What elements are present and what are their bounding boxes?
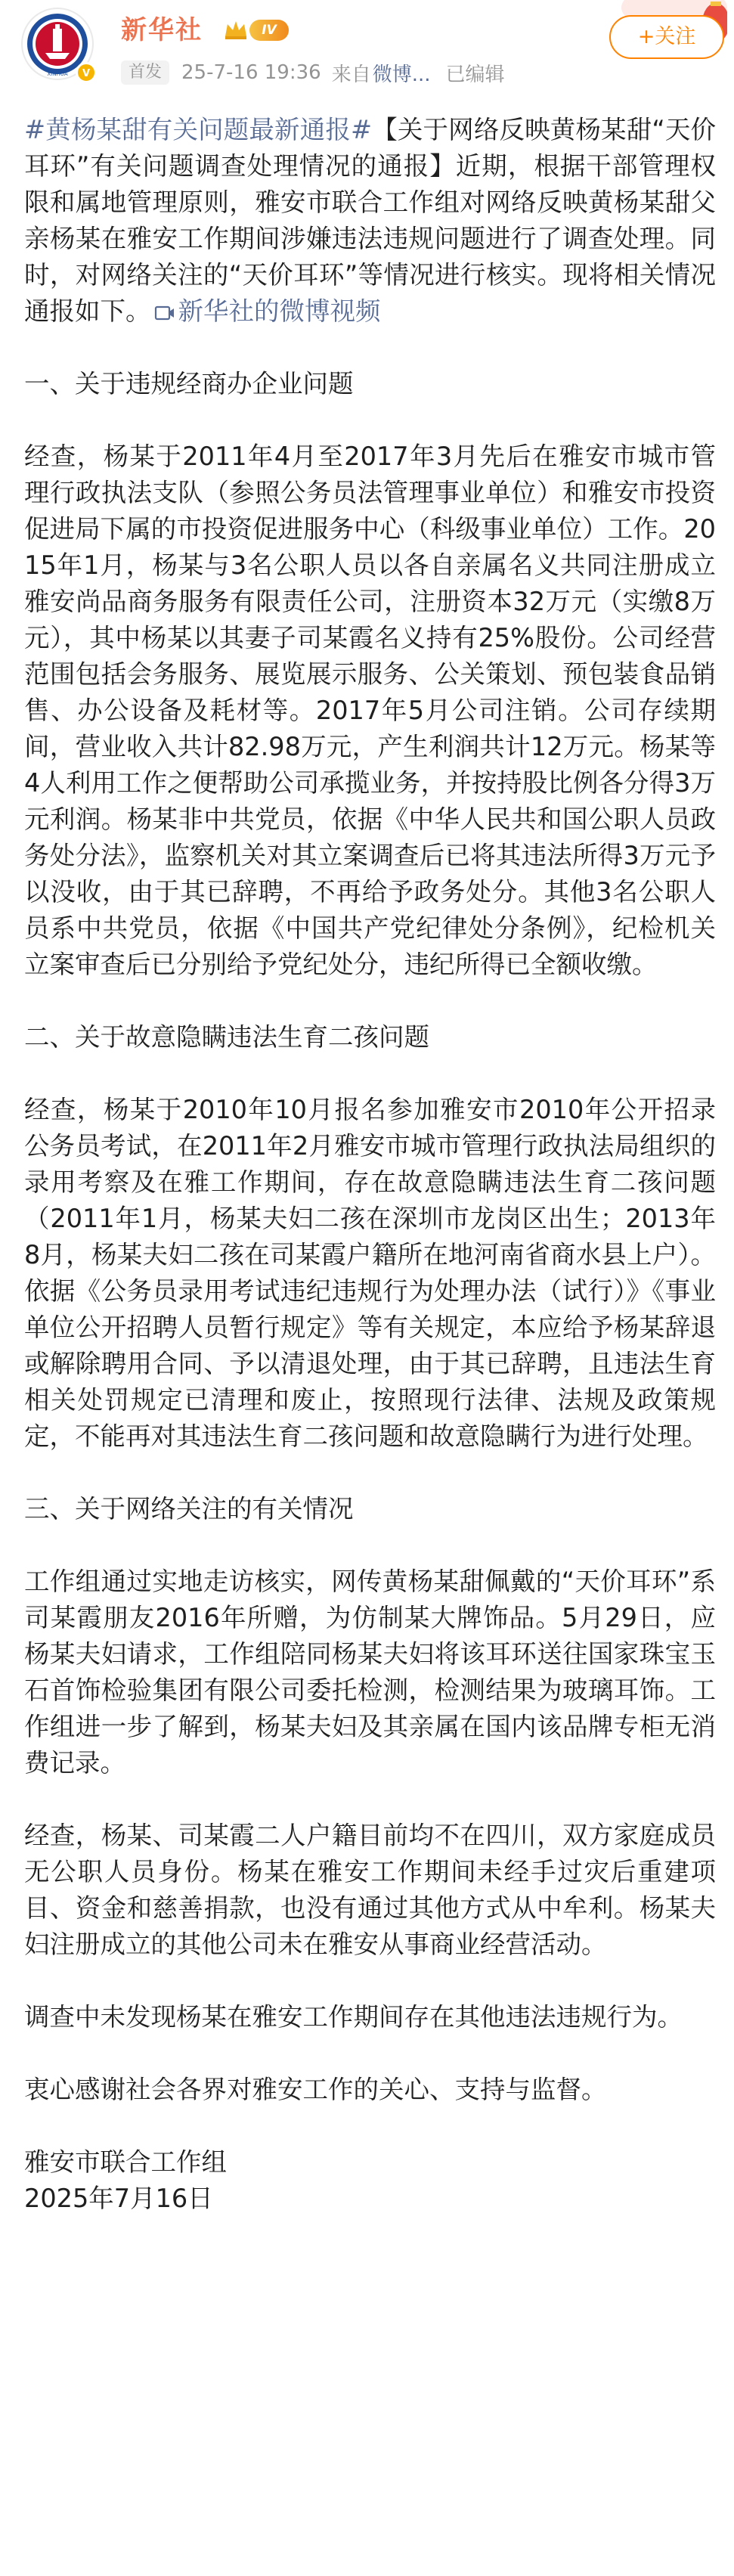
section-1-title: 一、关于违规经商办企业问题 bbox=[24, 369, 354, 398]
account-name[interactable]: 新华社 bbox=[121, 15, 203, 45]
signature-org: 雅安市联合工作组 bbox=[24, 2147, 227, 2177]
level-badge: IV bbox=[249, 20, 289, 41]
section-2-title: 二、关于故意隐瞒违法生育二孩问题 bbox=[24, 1022, 429, 1052]
conclusion-paragraph: 调查中未发现杨某在雅安工作期间存在其他违法违规行为。 bbox=[24, 2002, 683, 2032]
follow-button[interactable]: +关注 bbox=[609, 15, 724, 59]
post-time: 25-7-16 19:36 bbox=[181, 61, 321, 84]
post-content bbox=[24, 112, 716, 2217]
source-label: 来自 bbox=[331, 63, 371, 86]
svg-text:XINHUA: XINHUA bbox=[47, 71, 68, 77]
hashtag-link[interactable]: #黄杨某甜有关问题最新通报# bbox=[24, 115, 373, 144]
verified-badge-icon bbox=[76, 62, 97, 83]
crown-icon bbox=[223, 18, 249, 41]
post-meta bbox=[121, 59, 505, 86]
section-3-paragraph-1: 工作组通过实地走访核实，网传黄杨某甜佩戴的“天价耳环”系司某霞朋友2016年所赠，为仿制某大牌饰品。5月29日，应杨某夫妇请求，工作组陪同杨某夫妇将该耳环送往国家珠宝玉石首饰检验集团有限公司委托检测，检测结果为玻璃耳饰。工作组进一步了解到，杨某夫妇及其亲属在国内该品牌专柜无消费记录。 bbox=[24, 1567, 716, 1778]
section-3-paragraph-2: 经查，杨某、司某霞二人户籍目前均不在四川，双方家庭成员无公职人员身份。杨某在雅安工作期间未经手过灾后重建项目、资金和慈善捐款，也没有通过其他方式从中牟利。杨某夫妇注册成立的其他公司未在雅安从事商业经营活动。 bbox=[24, 1821, 716, 1959]
section-3-title: 三、关于网络关注的有关情况 bbox=[24, 1494, 354, 1524]
intro-text: 【关于网络反映黄杨某甜“天价耳环”有关问题调查处理情况的通报】近期，根据干部管理权限和属地管理原则，雅安市联合工作组对网络反映黄杨某甜父亲杨某在雅安工作期间涉嫌违法违规问题进行了调查处理。同时，对网络关注的“天价耳环”等情况进行核实。现将相关情况通报如下。 bbox=[24, 115, 717, 326]
video-link[interactable]: 新华社的微博视频 bbox=[178, 296, 381, 326]
thanks-paragraph: 衷心感谢社会各界对雅安工作的关心、支持与监督。 bbox=[24, 2075, 607, 2104]
signature-date: 2025年7月16日 bbox=[24, 2184, 213, 2213]
first-release-tag: 首发 bbox=[121, 60, 169, 85]
section-2-paragraph: 经查，杨某于2010年10月报名参加雅安市2010年公开招录公务员考试，在2011年2月雅安市城市管理行政执法局组织的录用考察及在雅工作期间，存在故意隐瞒违法生育二孩问题（2011年1月，杨某夫妇二孩在深圳市龙岗区出生；2013年8月，杨某夫妇二孩在司某霞户籍所在地河南省商水县上户）。依据《公务员录用考试违纪违规行为处理办法（试行）》《事业单位公开招聘人员暂行规定》等有关规定，本应给予杨某辞退或解除聘用合同、予以清退处理，由于其已辞聘，且违法生育相关处罚规定已清理和废止，按照现行法律、法规及政策规定，不能再对其违法生育二孩问题和故意隐瞒行为进行处理。 bbox=[24, 1095, 716, 1451]
edited-label[interactable]: 已编辑 bbox=[445, 63, 505, 86]
section-1-paragraph: 经查，杨某于2011年4月至2017年3月先后在雅安市城市管理行政执法支队（参照公务员法管理事业单位）和雅安市投资促进局下属的市投资促进服务中心（科级事业单位）工作。2015年1月，杨某与3名公职人员以各自亲属名义共同注册成立雅安尚品商务服务有限责任公司，注册资本32万元（实缴8万元），其中杨某以其妻子司某霞名义持有25%股份。公司经营范围包括会务服务、展览展示服务、公关策划、预包装食品销售、办公设备及耗材等。2017年5月公司注销。公司存续期间，营业收入共计82.98万元，产生利润共计12万元。杨某等4人利用工作之便帮助公司承揽业务，并按持股比例各分得3万元利润。杨某非中共党员，依据《中华人民共和国公职人员政务处分法》，监察机关对其立案调查后已将其违法所得3万元予以没收，由于其已辞聘，不再给予政务处分。其他3名公职人员系中共党员，依据《中国共产党纪律处分条例》，纪检机关立案审查后已分别给予党纪处分，违纪所得已全额收缴。 bbox=[24, 442, 716, 979]
video-link-icon[interactable] bbox=[154, 305, 175, 321]
post-header bbox=[0, 0, 734, 91]
post-intro bbox=[24, 112, 716, 330]
source-link[interactable]: 微博... bbox=[372, 63, 431, 86]
svg-text:V: V bbox=[82, 68, 91, 79]
